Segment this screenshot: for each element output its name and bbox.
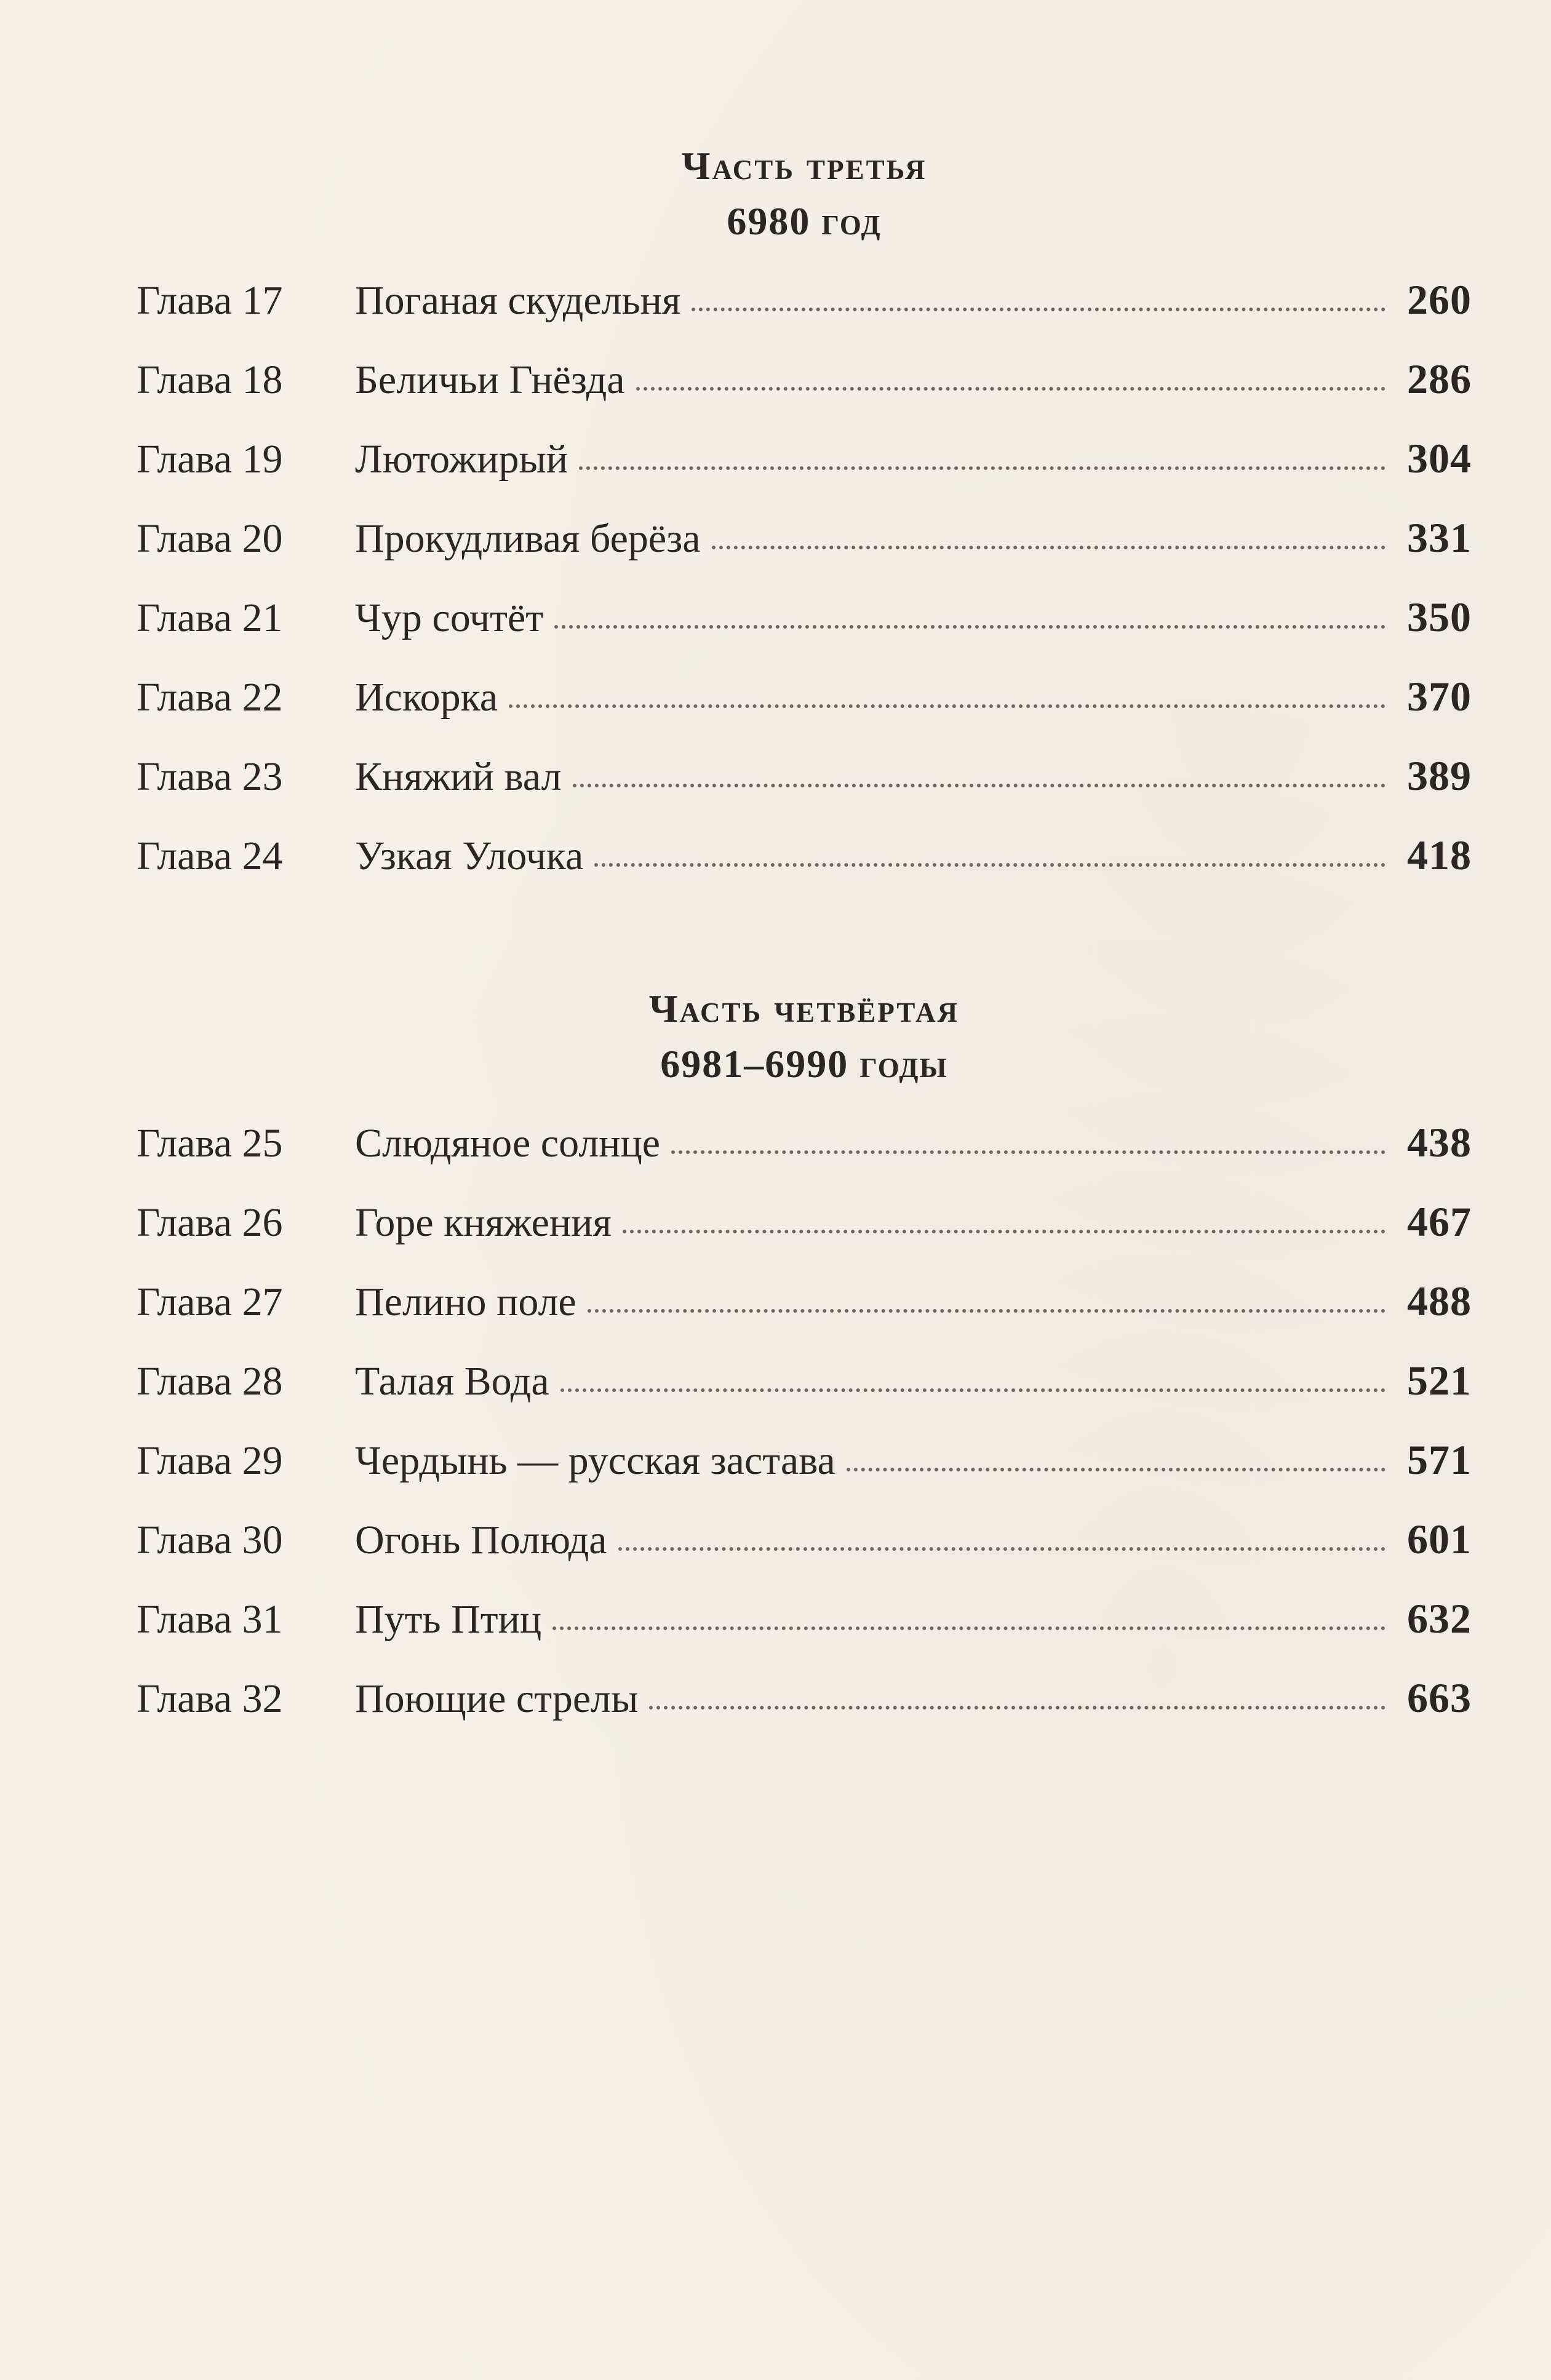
toc-entry[interactable] — [137, 816, 1472, 895]
chapter-number: Глава 25 — [137, 1121, 283, 1166]
chapter-number: Глава 27 — [137, 1280, 283, 1324]
toc-entry[interactable] — [137, 1341, 1472, 1420]
chapter-title: Княжий вал — [355, 754, 562, 799]
toc-entry[interactable] — [137, 1420, 1472, 1500]
dot-leader — [671, 1150, 1386, 1154]
chapter-title: Прокудливая берёза — [355, 516, 701, 561]
toc-part-three — [137, 138, 1472, 895]
chapter-number: Глава 20 — [137, 516, 283, 561]
toc-entry[interactable] — [137, 578, 1472, 657]
toc-entry[interactable] — [137, 1500, 1472, 1579]
toc-entry[interactable] — [137, 1182, 1472, 1262]
toc-entry[interactable] — [137, 498, 1472, 578]
part-years: 6980 год — [727, 199, 882, 243]
chapter-number: Глава 22 — [137, 675, 283, 720]
chapter-list — [137, 260, 1472, 895]
dot-leader — [573, 784, 1386, 787]
chapter-title: Талая Вода — [355, 1359, 549, 1404]
dot-leader — [636, 387, 1386, 391]
chapter-list — [137, 1103, 1472, 1738]
chapter-number: Глава 32 — [137, 1676, 283, 1721]
page-number: 418 — [1407, 832, 1472, 878]
dot-leader — [618, 1547, 1386, 1551]
dot-leader — [579, 466, 1386, 470]
dot-leader — [552, 1626, 1386, 1630]
dot-leader — [847, 1468, 1386, 1471]
chapter-number: Глава 30 — [137, 1518, 283, 1562]
page-number: 601 — [1407, 1516, 1472, 1562]
chapter-number: Глава 21 — [137, 595, 283, 640]
dot-leader — [509, 704, 1386, 708]
chapter-number: Глава 19 — [137, 437, 283, 482]
chapter-title: Путь Птиц — [355, 1597, 542, 1642]
dot-leader — [649, 1706, 1386, 1709]
page-number: 663 — [1407, 1674, 1472, 1721]
chapter-title: Горе княжения — [355, 1200, 612, 1245]
toc-entry[interactable] — [137, 1658, 1472, 1738]
chapter-title: Поганая скудельня — [355, 278, 681, 323]
dot-leader — [554, 625, 1386, 629]
page-number: 438 — [1407, 1119, 1472, 1166]
chapter-number: Глава 31 — [137, 1597, 283, 1642]
page-number: 521 — [1407, 1357, 1472, 1404]
part-title: Часть четвёртая — [648, 987, 960, 1030]
chapter-number: Глава 17 — [137, 278, 283, 323]
page-number: 350 — [1407, 594, 1472, 640]
dot-leader — [623, 1230, 1386, 1233]
page-number: 389 — [1407, 752, 1472, 799]
dot-leader — [692, 308, 1386, 311]
page-number: 488 — [1407, 1278, 1472, 1324]
page-number: 571 — [1407, 1436, 1472, 1483]
page-number: 370 — [1407, 673, 1472, 720]
page-number: 304 — [1407, 435, 1472, 482]
page-number: 632 — [1407, 1595, 1472, 1642]
chapter-title: Поющие стрелы — [355, 1676, 639, 1721]
chapter-title: Лютожирый — [355, 437, 568, 482]
chapter-number: Глава 24 — [137, 834, 283, 878]
toc-entry[interactable] — [137, 1103, 1472, 1182]
chapter-title: Огонь Полюда — [355, 1518, 607, 1562]
chapter-title: Чур сочтёт — [355, 595, 544, 640]
chapter-title: Узкая Улочка — [355, 834, 584, 878]
chapter-title: Чердынь — русская застава — [355, 1438, 835, 1483]
dot-leader — [712, 546, 1386, 549]
chapter-number: Глава 28 — [137, 1359, 283, 1404]
chapter-number: Глава 23 — [137, 754, 283, 799]
toc-entry[interactable] — [137, 419, 1472, 498]
chapter-number: Глава 18 — [137, 357, 283, 402]
page-number: 286 — [1407, 356, 1472, 402]
dot-leader — [588, 1309, 1386, 1313]
chapter-number: Глава 26 — [137, 1200, 283, 1245]
dot-leader — [560, 1388, 1386, 1392]
page-number: 467 — [1407, 1198, 1472, 1245]
toc-entry[interactable] — [137, 260, 1472, 340]
part-years: 6981–6990 годы — [660, 1042, 948, 1086]
toc-entry[interactable] — [137, 1579, 1472, 1658]
toc-entry[interactable] — [137, 1262, 1472, 1341]
chapter-number: Глава 29 — [137, 1438, 283, 1483]
page-number: 260 — [1407, 276, 1472, 323]
toc-entry[interactable] — [137, 736, 1472, 816]
chapter-title: Пелино поле — [355, 1280, 576, 1324]
toc-entry[interactable] — [137, 657, 1472, 736]
chapter-title: Беличьи Гнёзда — [355, 357, 625, 402]
dot-leader — [594, 863, 1386, 867]
chapter-title: Искорка — [355, 675, 498, 720]
toc-part-four — [137, 981, 1472, 1738]
toc-entry[interactable] — [137, 340, 1472, 419]
chapter-title: Слюдяное солнце — [355, 1121, 661, 1166]
page-number: 331 — [1407, 514, 1472, 561]
part-title: Часть третья — [681, 144, 927, 188]
